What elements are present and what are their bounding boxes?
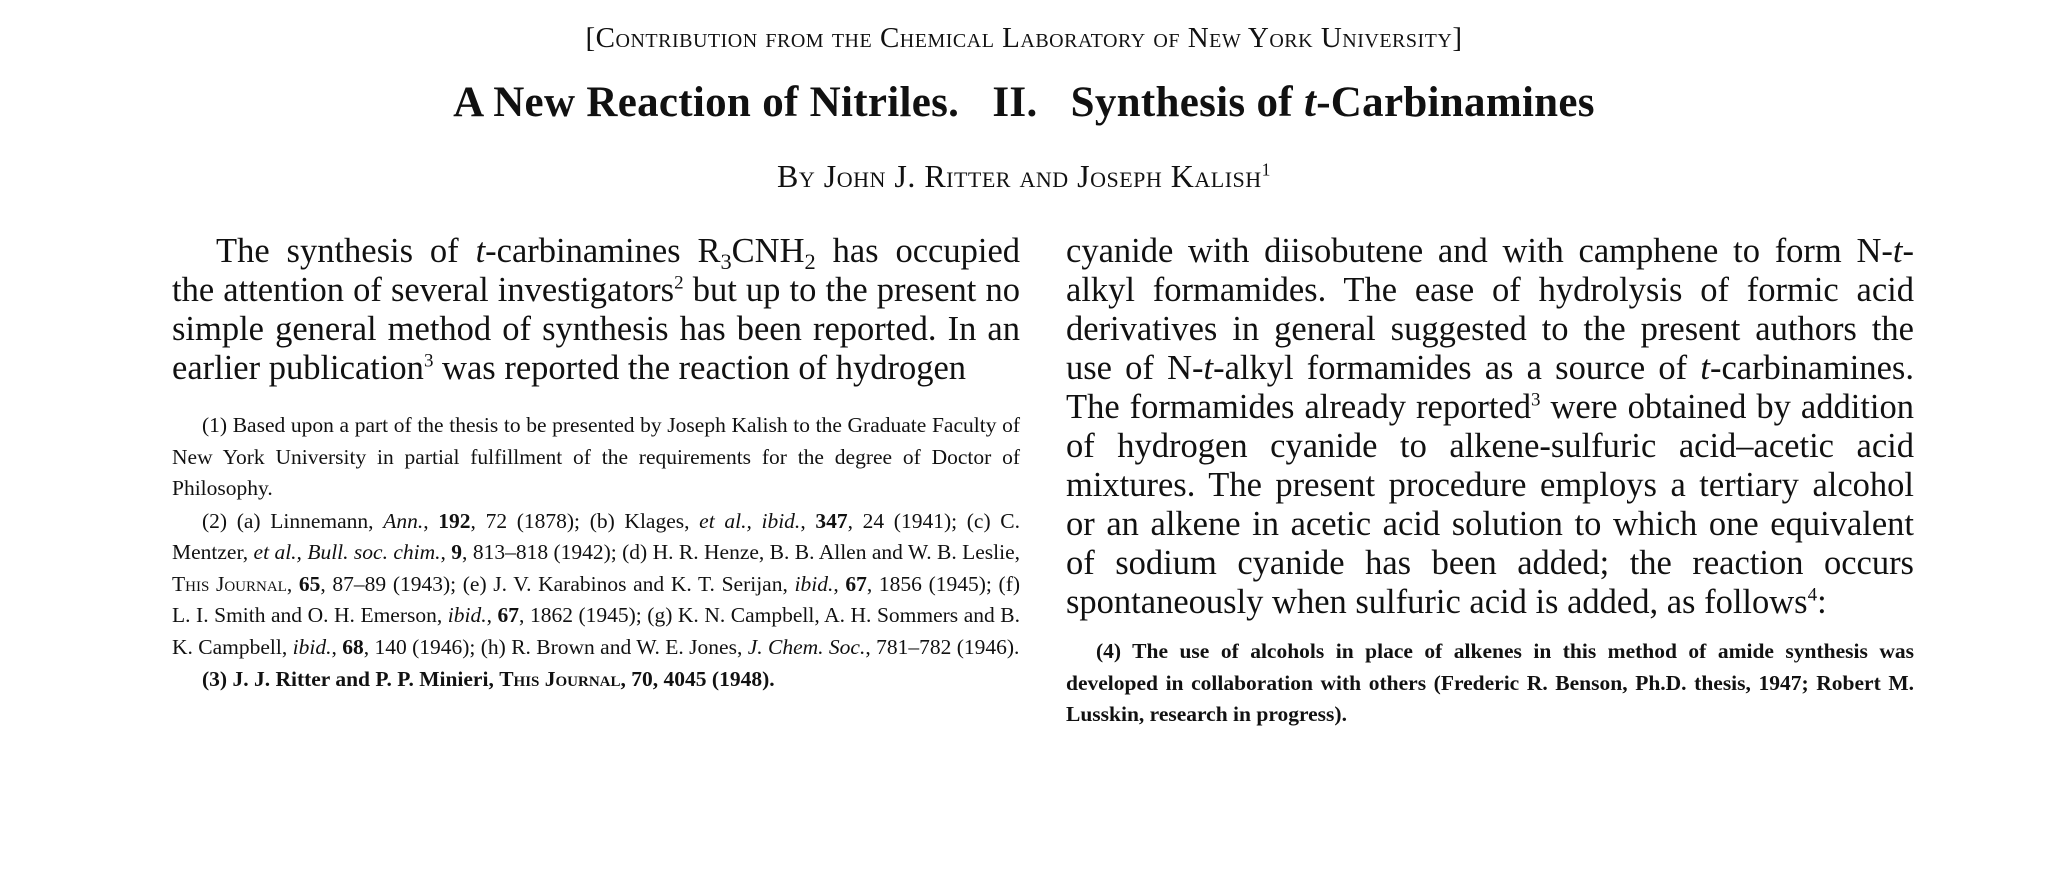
title-text: A New Reaction of Nitriles. II. Synthesis of	[453, 79, 1304, 126]
fn-text: , 1862 (1945); (g) K. N. Campbell, A. H. Sommers and B. K. Campbell,	[172, 603, 1020, 659]
title-italic-t: t	[1303, 79, 1317, 126]
subscript: 3	[720, 248, 732, 274]
footnote-ref: 4	[1807, 584, 1818, 606]
text-run: -alkyl formamides as a source of	[1213, 349, 1701, 387]
fn-text: ,	[620, 667, 632, 691]
text-run: -carbinamines R	[485, 232, 721, 270]
fn-text: ,	[286, 571, 299, 596]
italic-run: t	[1700, 349, 1710, 387]
fn-text: ,	[423, 508, 439, 533]
fn-text: ,	[331, 634, 343, 659]
fn-text: , 4045 (1948).	[652, 667, 775, 691]
footnotes-left	[172, 410, 1020, 696]
footnote-1: (1) Based upon a part of the thesis to be presented by Joseph Kalish to the Graduate Faculty of New York University in partial fulfillment of the requirements for the degree of Doctor of Philosophy.	[172, 413, 1020, 500]
left-column	[172, 232, 1020, 697]
text-run: :	[1817, 583, 1827, 621]
fn-text: ,	[440, 540, 452, 564]
fn-volume: 70	[631, 667, 653, 691]
intro-paragraph	[172, 232, 1020, 388]
text-run: were obtained by addition of hydrogen cyanide to alkene-sulfuric acid–acetic acid mixtures. The present procedure employs a tertiary alcohol or an alkene in acetic acid solution to which one equivalent of sodium cyanide has been added; the reaction occurs spontaneously when sulfuric acid is added, as follows	[1066, 388, 1914, 621]
fn-volume: 65	[298, 571, 321, 596]
subscript: 2	[804, 248, 816, 274]
fn-text: , 1856 (1945); (f) L. I. Smith and O. H. Emerson,	[172, 571, 1021, 627]
fn-journal: This Journal	[172, 571, 287, 596]
text-run: -alkyl formamides. The ease of hydrolysis of formic acid derivatives in general suggested to the present authors the use of N-	[1066, 232, 1914, 387]
text-run: The synthesis of	[216, 232, 476, 270]
fn-text: , 24 (1941); (c) C. Mentzer,	[172, 508, 1021, 564]
italic-run: t	[475, 232, 486, 270]
fn-journal: ibid.	[447, 603, 487, 627]
fn-text: ,	[800, 508, 816, 533]
footnote-ref: 2	[674, 272, 684, 294]
fn-text: ,	[486, 603, 498, 627]
text-run: cyanide with diisobutene and with camphene to form N-	[1066, 232, 1893, 270]
fn-volume: 347	[815, 508, 848, 533]
fn-volume: 9	[451, 540, 463, 564]
right-column	[1066, 232, 1914, 732]
fn-journal: Ann.	[383, 508, 424, 533]
fn-text: , 813–818 (1942); (d) H. R. Henze, B. B. Allen and W. B. Leslie,	[462, 540, 1021, 564]
footnote-ref: 3	[423, 350, 434, 372]
fn-text: , 140 (1946); (h) R. Brown and W. E. Jones,	[363, 634, 748, 659]
author-names: By John J. Ritter and Joseph Kalish	[777, 158, 1262, 194]
text-run: but up to the present no simple general method of synthesis has been reported. In an earlier publication	[172, 271, 1020, 387]
fn-text: (3) J. J. Ritter and P. P. Minieri,	[202, 667, 500, 691]
continued-paragraph	[1066, 232, 1914, 622]
fn-text: ,	[833, 571, 846, 596]
text-run: CNH	[731, 232, 805, 270]
fn-journal: et al., Bull. soc. chim.	[253, 540, 441, 564]
fn-journal: ibid.	[794, 571, 834, 596]
article-title	[0, 78, 2048, 127]
fn-volume: 67	[845, 571, 867, 596]
footnotes-right	[1066, 636, 1914, 731]
fn-text: (2) (a) Linnemann,	[202, 508, 384, 533]
footnote-2	[172, 506, 1020, 664]
fn-journal: ibid.	[292, 634, 332, 659]
footnote-ref: 3	[1530, 389, 1541, 411]
text-run: -carbinamines. The formamides already reported	[1066, 349, 1914, 426]
fn-text: , 72 (1878); (b) Klages,	[470, 508, 700, 533]
fn-journal: This Journal	[499, 667, 621, 691]
fn-text: , 781–782 (1946).	[865, 634, 1020, 659]
text-run: was reported the reaction of hydrogen	[433, 349, 967, 387]
fn-volume: 68	[342, 634, 364, 659]
contribution-header: [Contribution from the Chemical Laboratory of New York University]	[585, 22, 1463, 54]
footnote-4: (4) The use of alcohols in place of alkenes in this method of amide synthesis was developed in collaboration with others (Frederic R. Benson, Ph.D. thesis, 1947; Robert M. Lusskin, research in progress).	[1066, 639, 1914, 726]
fn-volume: 192	[438, 508, 471, 533]
fn-volume: 67	[497, 603, 520, 627]
text-run: has occupied the attention of several investigators	[172, 232, 1021, 309]
fn-journal: J. Chem. Soc.	[747, 634, 866, 659]
author-line	[0, 158, 2048, 195]
footnote-3	[172, 664, 1020, 696]
author-footnote-mark: 1	[1261, 159, 1271, 180]
fn-journal: et al., ibid.	[699, 508, 801, 533]
title-text-end: -Carbinamines	[1316, 79, 1595, 126]
italic-run: t	[1203, 349, 1214, 387]
italic-run: t	[1892, 232, 1903, 270]
fn-text: , 87–89 (1943); (e) J. V. Karabinos and K. T. Serijan,	[320, 571, 795, 596]
